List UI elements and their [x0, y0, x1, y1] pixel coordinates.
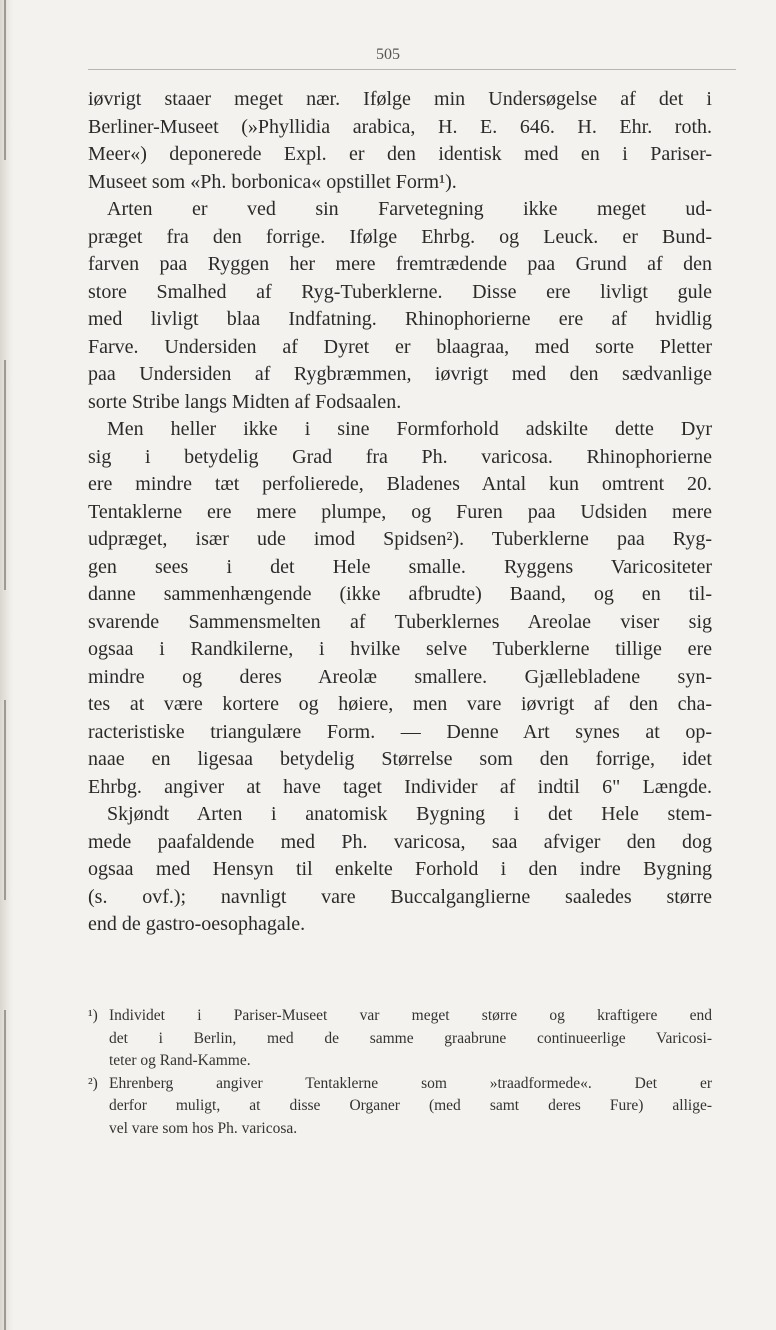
text-line: paa Undersiden af Rygbræmmen, iøvrigt med den sædvanlige: [88, 363, 712, 385]
header-rule: [88, 69, 736, 70]
footnote-line: [88, 1073, 712, 1096]
binding-shadow-line: [4, 0, 6, 160]
footnote-line: teter og Rand-Kamme.: [109, 1052, 251, 1069]
text-line: iøvrigt staaer meget nær. Ifølge min Undersøgelse af det i: [88, 88, 712, 110]
footnote-line: derfor muligt, at disse Organer (med samt deres Fure) allige-: [109, 1097, 712, 1114]
footnotes: [88, 1005, 712, 1140]
text-line: danne sammenhængende (ikke afbrudte) Baand, og en til-: [88, 583, 712, 605]
text-line: sig i betydelig Grad fra Ph. varicosa. Rhinophorierne: [88, 445, 712, 468]
text-line: præget fra den forrige. Ifølge Ehrbg. og Leuck. er Bund-: [88, 225, 712, 248]
binding-shadow-line: [4, 700, 6, 900]
text-line: mindre og deres Areolæ smallere. Gjællebladene syn-: [88, 665, 712, 688]
text-line: Men heller ikke i sine Formforhold adskilte dette Dyr: [107, 418, 712, 440]
text-line: Ehrbg. angiver at have taget Individer af indtil 6" Længde.: [88, 775, 712, 798]
text-line: gen sees i det Hele smalle. Ryggens Varicositeter: [88, 555, 712, 578]
text-line: Berliner-Museet (»Phyllidia arabica, H. E. 646. H. Ehr. roth.: [88, 115, 712, 138]
text-line: Tentaklerne ere mere plumpe, og Furen paa Udsiden mere: [88, 500, 712, 523]
body-text: [88, 86, 712, 939]
text-line: sorte Stribe langs Midten af Fodsaalen.: [88, 390, 402, 413]
text-line: Farve. Undersiden af Dyret er blaagraa, med sorte Pletter: [88, 335, 712, 358]
text-line: Arten er ved sin Farvetegning ikke meget ud-: [107, 198, 712, 220]
text-line: store Smalhed af Ryg-Tuberklerne. Disse ere livligt gule: [88, 280, 712, 303]
footnote-line: vel vare som hos Ph. varicosa.: [109, 1119, 298, 1137]
text-line: ere mindre tæt perfolierede, Bladenes Antal kun omtrent 20.: [88, 473, 712, 495]
footnote-line: [88, 1005, 712, 1028]
footnote-text: Ehrenberg angiver Tentaklerne som »traadformede«. Det er: [109, 1074, 712, 1092]
text-line: racteristiske triangulære Form. — Denne Art synes at op-: [88, 720, 712, 743]
page-binding-edge: [0, 0, 14, 1330]
text-line: mede paafaldende med Ph. varicosa, saa afviger den dog: [88, 830, 712, 853]
binding-shadow-line: [4, 360, 6, 590]
footnote-text: Individet i Pariser-Museet var meget større og kraftigere end: [109, 1007, 712, 1024]
footnote-line: det i Berlin, med de samme graabrune continueerlige Varicosi-: [109, 1029, 712, 1047]
text-line: naae en ligesaa betydelig Størrelse som den forrige, idet: [88, 748, 712, 770]
text-line: Museet som «Ph. borbonica« opstillet Form¹).: [88, 170, 457, 193]
footnote-marker: ¹): [88, 1007, 98, 1024]
text-line: farven paa Ryggen her mere fremtrædende paa Grund af den: [88, 253, 712, 275]
text-line: Meer«) deponerede Expl. er den identisk med en i Pariser-: [88, 143, 712, 165]
text-line: svarende Sammensmelten af Tuberklernes Areolae viser sig: [88, 610, 712, 633]
text-line: tes at være kortere og høiere, men vare iøvrigt af den cha-: [88, 693, 712, 715]
footnote-marker: ²): [88, 1074, 98, 1092]
text-line: udpræget, især ude imod Spidsen²). Tuberklerne paa Ryg-: [88, 528, 712, 550]
page-number: 505: [376, 46, 400, 63]
binding-shadow-line: [4, 1010, 6, 1330]
text-line: ogsaa med Hensyn til enkelte Forhold i den indre Bygning: [88, 858, 712, 880]
text-line: med livligt blaa Indfatning. Rhinophorierne ere af hvidlig: [88, 308, 712, 330]
text-line: Skjøndt Arten i anatomisk Bygning i det Hele stem-: [107, 803, 712, 825]
text-line: end de gastro-oesophagale.: [88, 913, 306, 935]
text-line: (s. ovf.); navnligt vare Buccalganglierne saaledes større: [88, 885, 712, 908]
text-line: ogsaa i Randkilerne, i hvilke selve Tuberklerne tillige ere: [88, 638, 712, 660]
